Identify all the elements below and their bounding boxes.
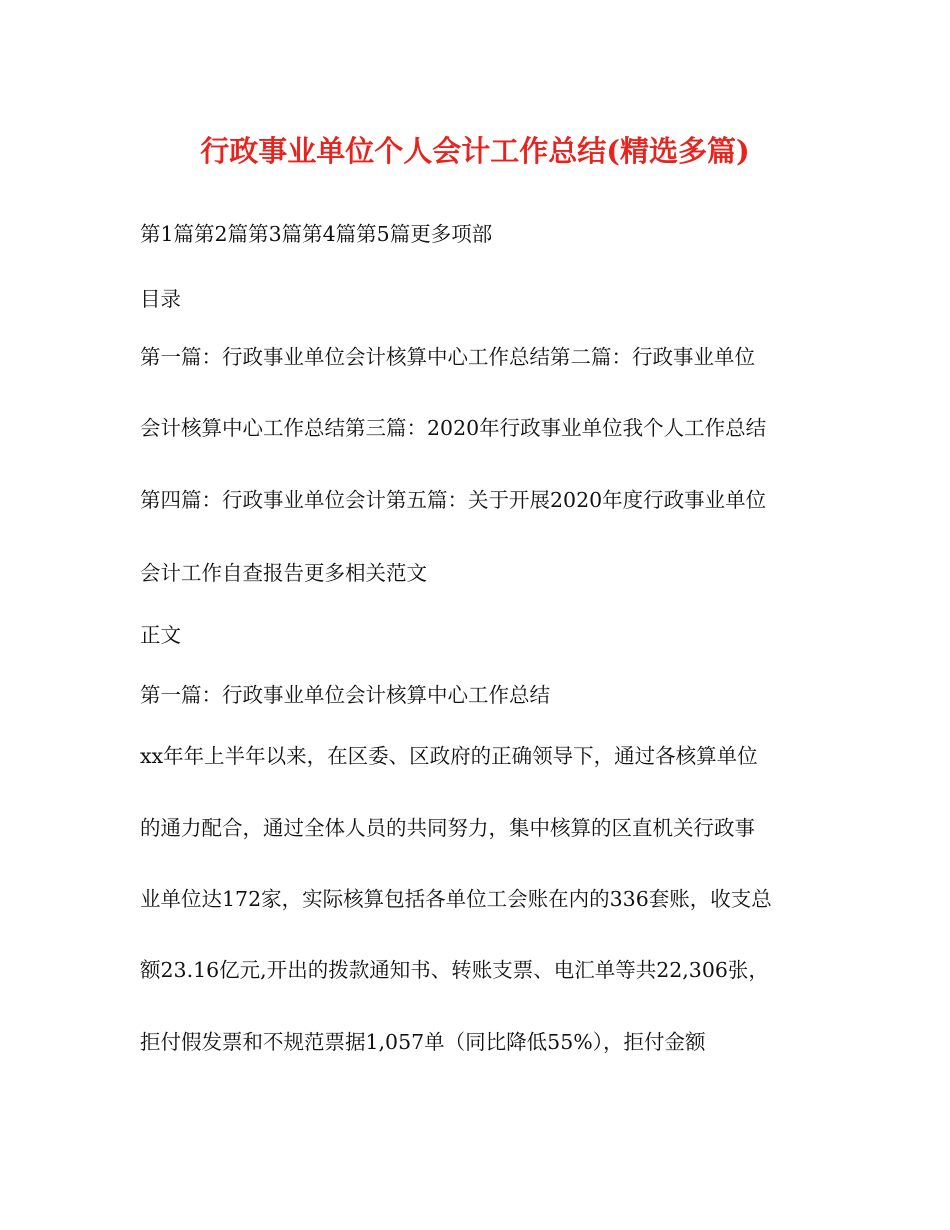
- toc-heading: 目录: [140, 287, 181, 311]
- toc-line: 会计工作自查报告更多相关范文: [140, 561, 427, 585]
- body-text-line: xx年年上半年以来，在区委、区政府的正确领导下，通过各核算单位: [140, 744, 758, 768]
- toc-line: 第一篇：行政事业单位会计核算中心工作总结第二篇：行政事业单位: [140, 345, 755, 369]
- toc-line: 第四篇：行政事业单位会计第五篇：关于开展2020年度行政事业单位: [140, 488, 767, 512]
- body-heading: 正文: [140, 623, 181, 647]
- toc-line: 会计核算中心工作总结第三篇：2020年行政事业单位我个人工作总结: [140, 416, 767, 440]
- section-heading: 第一篇：行政事业单位会计核算中心工作总结: [140, 683, 550, 707]
- body-text-line: 拒付假发票和不规范票据1,057单（同比降低55%），拒付金额: [140, 1030, 706, 1054]
- body-text-line: 额23.16亿元,开出的拨款通知书、转账支票、电汇单等共22,306张，: [140, 958, 769, 982]
- body-text-line: 业单位达172家，实际核算包括各单位工会账在内的336套账，收支总: [140, 887, 772, 911]
- body-text-line: 的通力配合，通过全体人员的共同努力，集中核算的区直机关行政事: [140, 816, 755, 840]
- document-title: 行政事业单位个人会计工作总结(精选多篇): [200, 134, 750, 168]
- article-index-line: 第1篇第2篇第3篇第4篇第5篇更多项部: [140, 222, 493, 246]
